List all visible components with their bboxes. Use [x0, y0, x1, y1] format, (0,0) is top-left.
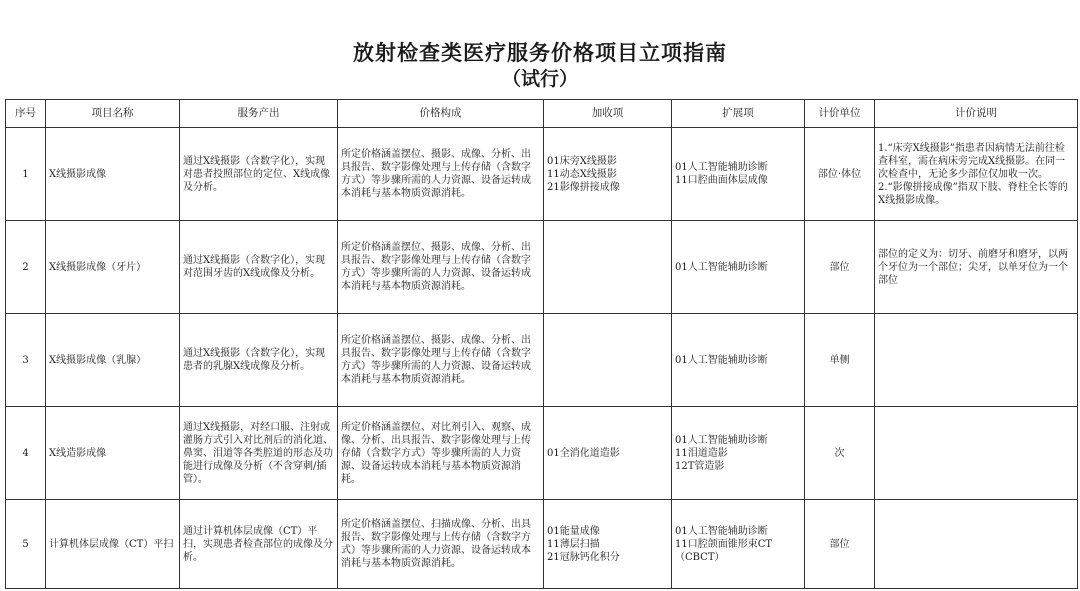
cell-pricing-note — [875, 314, 1078, 407]
table-header-row — [6, 100, 1078, 128]
cell-pricing-unit: 部位·体位 — [805, 128, 875, 221]
cell-pricing-unit: 次 — [805, 407, 875, 500]
header-extension: 扩展项 — [672, 100, 805, 128]
cell-service-output: 通过X线摄影（含数字化），实现对范围牙齿的X线成像及分析。 — [180, 221, 338, 314]
cell-item-name: X线造影成像 — [46, 407, 180, 500]
cell-surcharge: 01能量成像 11薄层扫描 21冠脉钙化积分 — [544, 500, 672, 589]
cell-serial-no: 1 — [6, 128, 46, 221]
cell-surcharge — [544, 221, 672, 314]
cell-service-output: 通过X线摄影，对经口服、注射或灌肠方式引入对比剂后的消化道、鼻窦、泪道等各类腔道的形态及功能进行成像及分析（不含穿刺/插管）。 — [180, 407, 338, 500]
cell-pricing-note: 部位的定义为：切牙、前磨牙和磨牙，以两个牙位为一个部位；尖牙，以单牙位为一个部位 — [875, 221, 1078, 314]
cell-serial-no: 2 — [6, 221, 46, 314]
header-serial-no: 序号 — [6, 100, 46, 128]
table-row — [6, 128, 1078, 221]
cell-extension: 01人工智能辅助诊断 — [672, 221, 805, 314]
header-pricing-note: 计价说明 — [875, 100, 1078, 128]
cell-extension: 01人工智能辅助诊断 — [672, 314, 805, 407]
cell-surcharge — [544, 314, 672, 407]
header-surcharge: 加收项 — [544, 100, 672, 128]
header-item-name: 项目名称 — [46, 100, 180, 128]
cell-service-output: 通过X线摄影（含数字化），实现对患者投照部位的定位、X线成像及分析。 — [180, 128, 338, 221]
cell-pricing-note — [875, 500, 1078, 589]
table-row — [6, 500, 1078, 589]
cell-item-name: X线摄影成像 — [46, 128, 180, 221]
cell-price-composition: 所定价格涵盖摆位、对比剂引入、观察、成像、分析、出具报告、数字影像处理与上传存储（含数字方式）等步骤所需的人力资源、设备运转成本消耗与基本物质资源消耗。 — [338, 407, 544, 500]
cell-serial-no: 3 — [6, 314, 46, 407]
cell-pricing-note — [875, 407, 1078, 500]
cell-pricing-unit: 单侧 — [805, 314, 875, 407]
cell-service-output: 通过计算机体层成像（CT）平扫，实现患者检查部位的成像及分析。 — [180, 500, 338, 589]
cell-pricing-note: 1.“床旁X线摄影”指患者因病情无法前往检查科室，需在病床旁完成X线摄影。在同一次检查中，无论多少部位仅加收一次。 2.“影像拼接成像”指双下肢、脊柱全长等的X线摄影成像。 — [875, 128, 1078, 221]
table-row — [6, 221, 1078, 314]
table-row — [6, 407, 1078, 500]
header-price-composition: 价格构成 — [338, 100, 544, 128]
cell-serial-no: 4 — [6, 407, 46, 500]
cell-extension: 01人工智能辅助诊断 11口腔曲面体层成像 — [672, 128, 805, 221]
table-row — [6, 314, 1078, 407]
cell-price-composition: 所定价格涵盖摆位、摄影、成像、分析、出具报告、数字影像处理与上传存储（含数字方式）等步骤所需的人力资源、设备运转成本消耗与基本物质资源消耗。 — [338, 314, 544, 407]
document-title: 放射检查类医疗服务价格项目立项指南 — [353, 40, 727, 65]
header-service-output: 服务产出 — [180, 100, 338, 128]
cell-item-name: X线摄影成像（牙片） — [46, 221, 180, 314]
cell-item-name: X线摄影成像（乳腺） — [46, 314, 180, 407]
pricing-guide-table — [5, 99, 1078, 589]
cell-pricing-unit: 部位 — [805, 500, 875, 589]
cell-service-output: 通过X线摄影（含数字化），实现患者的乳腺X线成像及分析。 — [180, 314, 338, 407]
cell-pricing-unit: 部位 — [805, 221, 875, 314]
document-subtitle: （试行） — [501, 68, 578, 90]
cell-extension: 01人工智能辅助诊断 11泪道造影 12T管造影 — [672, 407, 805, 500]
header-pricing-unit: 计价单位 — [805, 100, 875, 128]
document-header — [0, 40, 1080, 92]
cell-price-composition: 所定价格涵盖摆位、摄影、成像、分析、出具报告、数字影像处理与上传存储（含数字方式）等步骤所需的人力资源、设备运转成本消耗与基本物质资源消耗。 — [338, 128, 544, 221]
cell-extension: 01人工智能辅助诊断 11口腔颌面锥形束CT（CBCT） — [672, 500, 805, 589]
cell-surcharge: 01床旁X线摄影 11动态X线摄影 21影像拼接成像 — [544, 128, 672, 221]
cell-serial-no: 5 — [6, 500, 46, 589]
cell-surcharge: 01全消化道造影 — [544, 407, 672, 500]
cell-item-name: 计算机体层成像（CT）平扫 — [46, 500, 180, 589]
cell-price-composition: 所定价格涵盖摆位、扫描成像、分析、出具报告、数字影像处理与上传存储（含数字方式）等步骤所需的人力资源、设备运转成本消耗与基本物质资源消耗。 — [338, 500, 544, 589]
cell-price-composition: 所定价格涵盖摆位、摄影、成像、分析、出具报告、数字影像处理与上传存储（含数字方式）等步骤所需的人力资源、设备运转成本消耗与基本物质资源消耗。 — [338, 221, 544, 314]
